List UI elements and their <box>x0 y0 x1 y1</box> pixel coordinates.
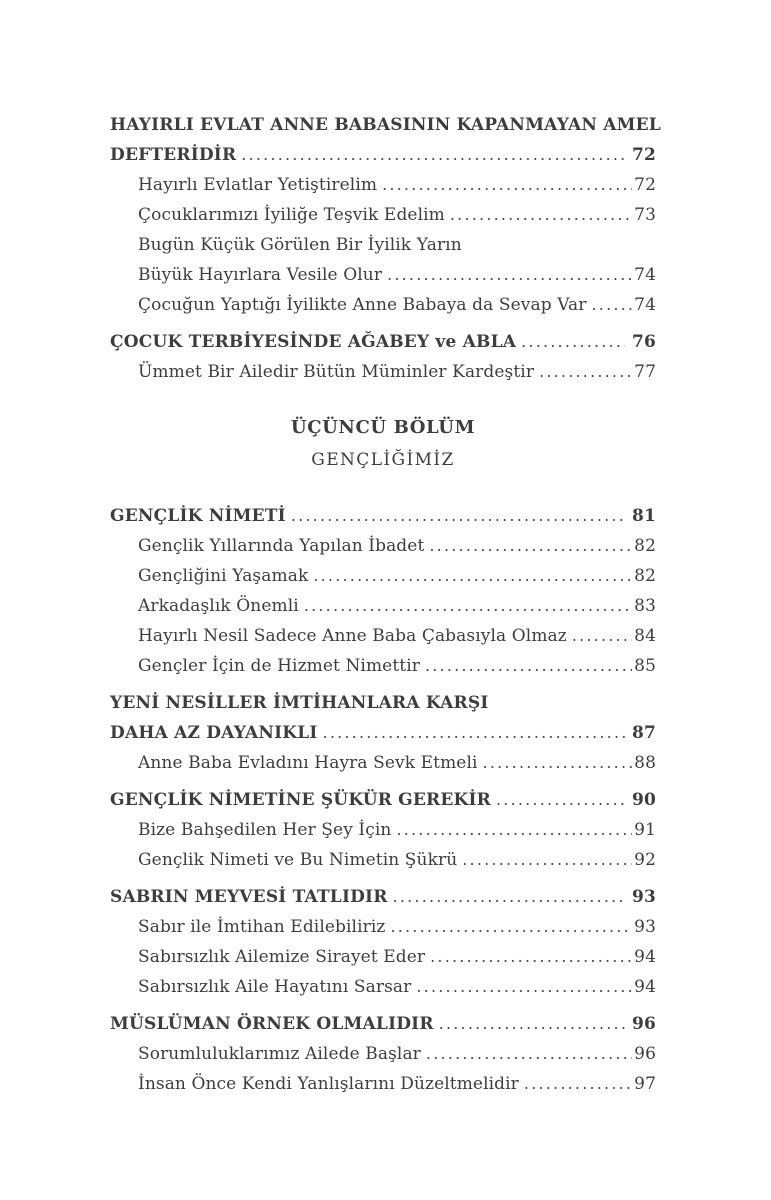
dot-leader <box>387 260 632 290</box>
toc-entry-page: 92 <box>634 850 656 870</box>
toc-entry <box>110 815 656 845</box>
toc-entry-page: 82 <box>634 536 656 556</box>
dot-leader <box>462 845 632 875</box>
toc-entry-page: 81 <box>631 506 656 526</box>
dot-leader <box>382 170 632 200</box>
toc-entry-page: 90 <box>631 790 656 810</box>
chapter-heading <box>110 412 656 476</box>
toc-entry <box>110 1039 656 1069</box>
dot-leader <box>241 140 625 170</box>
toc-entry-label: Çocuğun Yaptığı İyilikte Anne Babaya da Sevap Var <box>138 295 587 315</box>
toc-entry-page: 72 <box>634 175 656 195</box>
toc-entry <box>110 357 656 387</box>
toc-entry-label: Çocuklarımızı İyiliğe Teşvik Edelim <box>138 205 445 225</box>
toc-entry-page: 73 <box>634 205 656 225</box>
toc-entry-label: İnsan Önce Kendi Yanlışlarını Düzeltmelidir <box>138 1074 519 1094</box>
toc-entry <box>110 591 656 621</box>
toc-entry-label: HAYIRLI EVLAT ANNE BABASININ KAPANMAYAN AMEL <box>110 115 661 135</box>
dot-leader <box>483 748 633 778</box>
toc-entry-label: Arkadaşlık Önemli <box>138 596 299 616</box>
toc-entry-label: Sabır ile İmtihan Edilebiliriz <box>138 917 386 937</box>
dot-leader <box>313 561 632 591</box>
toc-entry-label: Hayırlı Nesil Sadece Anne Baba Çabasıyla Olmaz <box>138 626 567 646</box>
dot-leader <box>426 1039 632 1069</box>
dot-leader <box>390 912 632 942</box>
toc-entry <box>110 942 656 972</box>
toc-entry-label: GENÇLİK NİMETİNE ŞÜKÜR GEREKİR <box>110 790 491 810</box>
toc-entry <box>110 882 656 912</box>
toc-entry-page: 94 <box>634 947 656 967</box>
toc-entry-page: 96 <box>634 1044 656 1064</box>
toc-entry-label: GENÇLİK NİMETİ <box>110 506 286 526</box>
toc-entry-page: 84 <box>634 626 656 646</box>
dot-leader <box>323 718 625 748</box>
toc-entry <box>110 561 656 591</box>
toc-entry-page: 87 <box>631 723 656 743</box>
toc-entry-page: 97 <box>634 1074 656 1094</box>
toc-entry-page: 83 <box>634 596 656 616</box>
toc-entry-label: Gençliğini Yaşamak <box>138 566 309 586</box>
toc-entry <box>110 651 656 681</box>
dot-leader <box>539 357 632 387</box>
toc-entry <box>110 110 661 170</box>
toc-entry-page: 93 <box>634 917 656 937</box>
toc-entry <box>110 1069 656 1099</box>
toc-entry <box>110 688 656 748</box>
dot-leader <box>496 785 625 815</box>
toc-entry <box>110 912 656 942</box>
dot-leader <box>524 1069 632 1099</box>
toc-entry <box>110 845 656 875</box>
toc-entry-label: Gençlik Yıllarında Yapılan İbadet <box>138 536 425 556</box>
dot-leader <box>592 290 633 320</box>
toc-entry-page: 77 <box>634 362 656 382</box>
toc-entry-page: 74 <box>634 265 656 285</box>
dot-leader <box>291 501 625 531</box>
toc-entry-label: Hayırlı Evlatlar Yetiştirelim <box>138 175 378 195</box>
toc-entry-page: 82 <box>634 566 656 586</box>
toc-entry <box>110 170 656 200</box>
dot-leader <box>521 327 625 357</box>
toc-entry <box>110 290 656 320</box>
toc-entry <box>110 501 656 531</box>
toc-entry-label: DAHA AZ DAYANIKLI <box>110 723 318 743</box>
toc-entry-label: SABRIN MEYVESİ TATLIDIR <box>110 887 388 907</box>
dot-leader <box>304 591 632 621</box>
chapter-name: GENÇLİĞİMİZ <box>311 450 455 470</box>
dot-leader <box>572 621 632 651</box>
toc-entry-label: Gençlik Nimeti ve Bu Nimetin Şükrü <box>138 850 458 870</box>
dot-leader <box>396 815 632 845</box>
toc-entry-page: 91 <box>634 820 656 840</box>
dot-leader <box>430 942 632 972</box>
toc-entry-page: 96 <box>631 1014 656 1034</box>
toc-entry-label: Bize Bahşedilen Her Şey İçin <box>138 820 392 840</box>
toc-entry-label: Sabırsızlık Aile Hayatını Sarsar <box>138 977 412 997</box>
toc-entry-page: 74 <box>634 295 656 315</box>
toc-entry-label: Anne Baba Evladını Hayra Sevk Etmeli <box>138 753 478 773</box>
toc-entry-label: Ümmet Bir Ailedir Bütün Müminler Kardeştir <box>138 362 535 382</box>
toc-entry-label: DEFTERİDİR <box>110 145 237 165</box>
toc-entry <box>110 972 656 1002</box>
toc-entry <box>110 327 656 357</box>
toc-entry-label: MÜSLÜMAN ÖRNEK OLMALIDIR <box>110 1014 434 1034</box>
dot-leader <box>416 972 632 1002</box>
toc-entry-page: 76 <box>631 332 656 352</box>
dot-leader <box>393 882 625 912</box>
toc-entry <box>110 531 656 561</box>
toc-entry <box>110 785 656 815</box>
dot-leader <box>450 200 632 230</box>
toc-entry-label: ÇOCUK TERBİYESİNDE AĞABEY ve ABLA <box>110 332 517 352</box>
toc-entry-page: 93 <box>631 887 656 907</box>
dot-leader <box>439 1009 625 1039</box>
toc-entry-label: Bugün Küçük Görülen Bir İyilik Yarın <box>138 235 462 255</box>
toc-entry-label: Gençler İçin de Hizmet Nimettir <box>138 656 420 676</box>
toc-entry-label: Sabırsızlık Ailemize Sirayet Eder <box>138 947 426 967</box>
chapter-number: ÜÇÜNCÜ BÖLÜM <box>290 417 476 438</box>
dot-leader <box>429 531 632 561</box>
toc-entry-label: Büyük Hayırlara Vesile Olur <box>138 265 383 285</box>
toc-entry-page: 94 <box>634 977 656 997</box>
toc-entry-page: 72 <box>631 145 656 165</box>
toc-entry <box>110 200 656 230</box>
toc-entry <box>110 621 656 651</box>
toc-entry-page: 85 <box>634 656 656 676</box>
toc-entry <box>110 1009 656 1039</box>
toc-entry <box>110 230 656 290</box>
dot-leader <box>425 651 632 681</box>
toc-entry <box>110 748 656 778</box>
toc-entry-label: YENİ NESİLLER İMTİHANLARA KARŞI <box>110 693 489 713</box>
toc-entry-label: Sorumluluklarımız Ailede Başlar <box>138 1044 421 1064</box>
toc-entry-page: 88 <box>634 753 656 773</box>
